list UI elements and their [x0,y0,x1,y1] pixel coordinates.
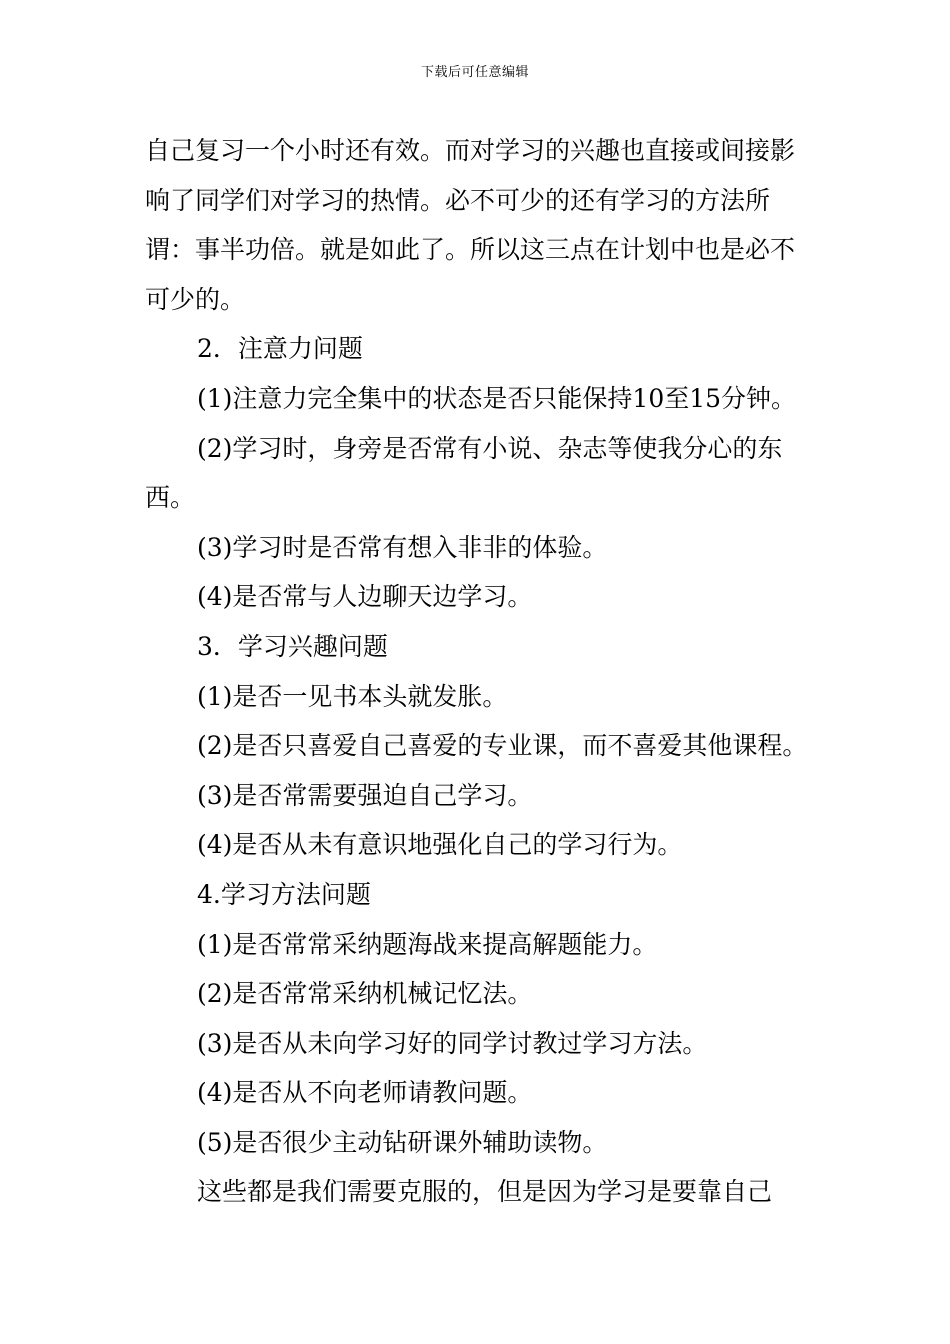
list-item: (2)是否常常采纳机械记忆法。 [197,979,533,1009]
list-item: (1)注意力完全集中的状态是否只能保持10至15分钟。 [197,383,797,413]
document-body [145,126,815,1217]
list-item: (2)是否只喜爱自己喜爱的专业课，而不喜爱其他课程。 [197,731,808,761]
page-header: 下载后可任意编辑 [420,65,529,80]
section-heading-interest: 3．学习兴趣问题 [197,631,388,661]
list-item: (3)是否常需要强迫自己学习。 [197,780,533,810]
list-item: (5)是否很少主动钻研课外辅助读物。 [197,1127,608,1157]
list-item: (3)是否从未向学习好的同学讨教过学习方法。 [197,1028,708,1058]
list-item: (3)学习时是否常有想入非非的体验。 [197,532,608,562]
list-item: (1)是否常常采纳题海战来提高解题能力。 [197,929,658,959]
list-item: (1)是否一见书本头就发胀。 [197,681,508,711]
paragraph-continuation: 自己复习一个小时还有效。而对学习的兴趣也直接或间接影响了同学们对学习的热情。必不可少的还有学习的方法所谓：事半功倍。就是如此了。所以这三点在计划中也是必不可少的。 [145,136,796,314]
list-item: (2)学习时，身旁是否常有小说、杂志等使我分心的东西。 [145,433,783,513]
list-item: (4)是否从不向老师请教问题。 [197,1078,533,1108]
section-heading-method: 4.学习方法问题 [197,879,371,909]
section-heading-attention: 2．注意力问题 [197,334,363,364]
closing-paragraph: 这些都是我们需要克服的，但是因为学习是要靠自己 [197,1177,773,1207]
list-item: (4)是否常与人边聊天边学习。 [197,582,533,612]
list-item: (4)是否从未有意识地强化自己的学习行为。 [197,830,683,860]
